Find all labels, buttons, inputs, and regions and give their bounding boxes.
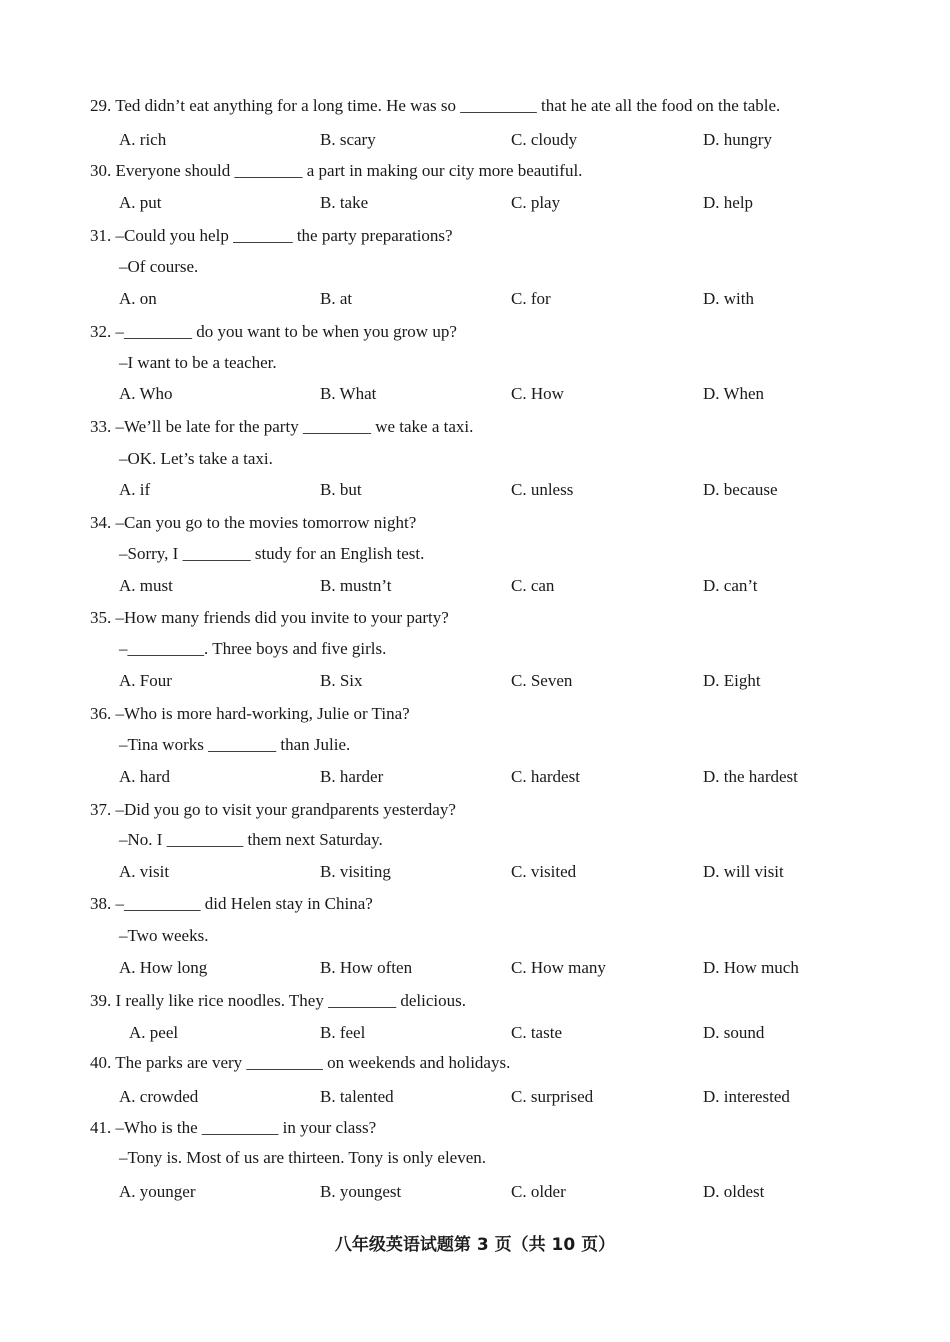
answer-option: C. play	[511, 193, 561, 212]
answer-option: C. taste	[511, 1023, 562, 1042]
answer-option: D. because	[703, 480, 778, 499]
answer-option: C. surprised	[511, 1087, 594, 1106]
answer-option: C. How many	[511, 958, 606, 977]
dialog-line: –Tony is. Most of us are thirteen. Tony is only eleven.	[119, 1148, 487, 1167]
answer-option: B. How often	[320, 958, 413, 977]
answer-option: A. younger	[119, 1182, 196, 1201]
answer-option: A. peel	[129, 1023, 179, 1042]
question-stem: 34. –Can you go to the movies tomorrow night?	[90, 513, 417, 532]
dialog-line: –Tina works ________ than Julie.	[119, 735, 351, 754]
answer-option: B. mustn’t	[320, 576, 392, 595]
dialog-line: –_________. Three boys and five girls.	[119, 639, 387, 658]
answer-option: B. take	[320, 193, 369, 212]
answer-option: C. visited	[511, 862, 577, 881]
answer-option: A. hard	[119, 767, 170, 786]
question-stem: 35. –How many friends did you invite to your party?	[90, 608, 449, 627]
answer-option: C. unless	[511, 480, 574, 499]
answer-option: B. visiting	[320, 862, 391, 881]
answer-option: C. Seven	[511, 671, 573, 690]
answer-option: D. with	[703, 289, 754, 308]
dialog-line: –I want to be a teacher.	[119, 353, 277, 372]
question-stem: 40. The parks are very _________ on weekends and holidays.	[90, 1053, 511, 1072]
question-stem: 32. –________ do you want to be when you grow up?	[90, 322, 457, 341]
answer-option: C. can	[511, 576, 555, 595]
answer-option: A. Four	[119, 671, 172, 690]
answer-option: A. if	[119, 480, 151, 499]
answer-option: D. Eight	[703, 671, 761, 690]
answer-option: D. interested	[703, 1087, 790, 1106]
page-footer: 八年级英语试题第 3 页（共 10 页）	[334, 1235, 616, 1255]
answer-option: B. talented	[320, 1087, 394, 1106]
dialog-line: –Two weeks.	[119, 926, 209, 945]
question-stem: 33. –We’ll be late for the party ________ we take a taxi.	[90, 417, 474, 436]
answer-option: B. at	[320, 289, 353, 308]
question-stem: 38. –_________ did Helen stay in China?	[90, 894, 373, 913]
question-stem: 41. –Who is the _________ in your class?	[90, 1118, 377, 1137]
answer-option: B. feel	[320, 1023, 366, 1042]
dialog-line: –OK. Let’s take a taxi.	[119, 449, 273, 468]
dialog-line: –Of course.	[119, 257, 199, 276]
answer-option: A. must	[119, 576, 173, 595]
answer-option: A. put	[119, 193, 162, 212]
answer-option: B. scary	[320, 130, 376, 149]
question-stem: 30. Everyone should ________ a part in making our city more beautiful.	[90, 161, 583, 180]
question-stem: 29. Ted didn’t eat anything for a long time. He was so _________ that he ate all the food on the table.	[90, 96, 781, 115]
answer-option: B. youngest	[320, 1182, 402, 1201]
question-stem: 37. –Did you go to visit your grandparents yesterday?	[90, 800, 456, 819]
answer-option: A. Who	[119, 384, 173, 403]
answer-option: D. help	[703, 193, 754, 212]
answer-option: C. How	[511, 384, 564, 403]
answer-option: C. for	[511, 289, 551, 308]
answer-option: A. How long	[119, 958, 208, 977]
answer-option: D. How much	[703, 958, 799, 977]
answer-option: B. harder	[320, 767, 384, 786]
dialog-line: –No. I _________ them next Saturday.	[119, 830, 383, 849]
question-stem: 36. –Who is more hard-working, Julie or Tina?	[90, 704, 410, 723]
question-stem: 39. I really like rice noodles. They ________ delicious.	[90, 991, 466, 1010]
answer-option: C. cloudy	[511, 130, 578, 149]
answer-option: D. can’t	[703, 576, 758, 595]
answer-option: C. hardest	[511, 767, 580, 786]
answer-option: B. What	[320, 384, 377, 403]
answer-option: A. crowded	[119, 1087, 199, 1106]
answer-option: D. will visit	[703, 862, 784, 881]
answer-option: D. oldest	[703, 1182, 765, 1201]
answer-option: A. rich	[119, 130, 167, 149]
dialog-line: –Sorry, I ________ study for an English test.	[119, 544, 425, 563]
answer-option: D. sound	[703, 1023, 765, 1042]
answer-option: B. Six	[320, 671, 363, 690]
question-stem: 31. –Could you help _______ the party preparations?	[90, 226, 453, 245]
answer-option: D. the hardest	[703, 767, 798, 786]
answer-option: D. When	[703, 384, 765, 403]
answer-option: A. visit	[119, 862, 170, 881]
answer-option: C. older	[511, 1182, 566, 1201]
answer-option: B. but	[320, 480, 362, 499]
answer-option: A. on	[119, 289, 157, 308]
answer-option: D. hungry	[703, 130, 772, 149]
